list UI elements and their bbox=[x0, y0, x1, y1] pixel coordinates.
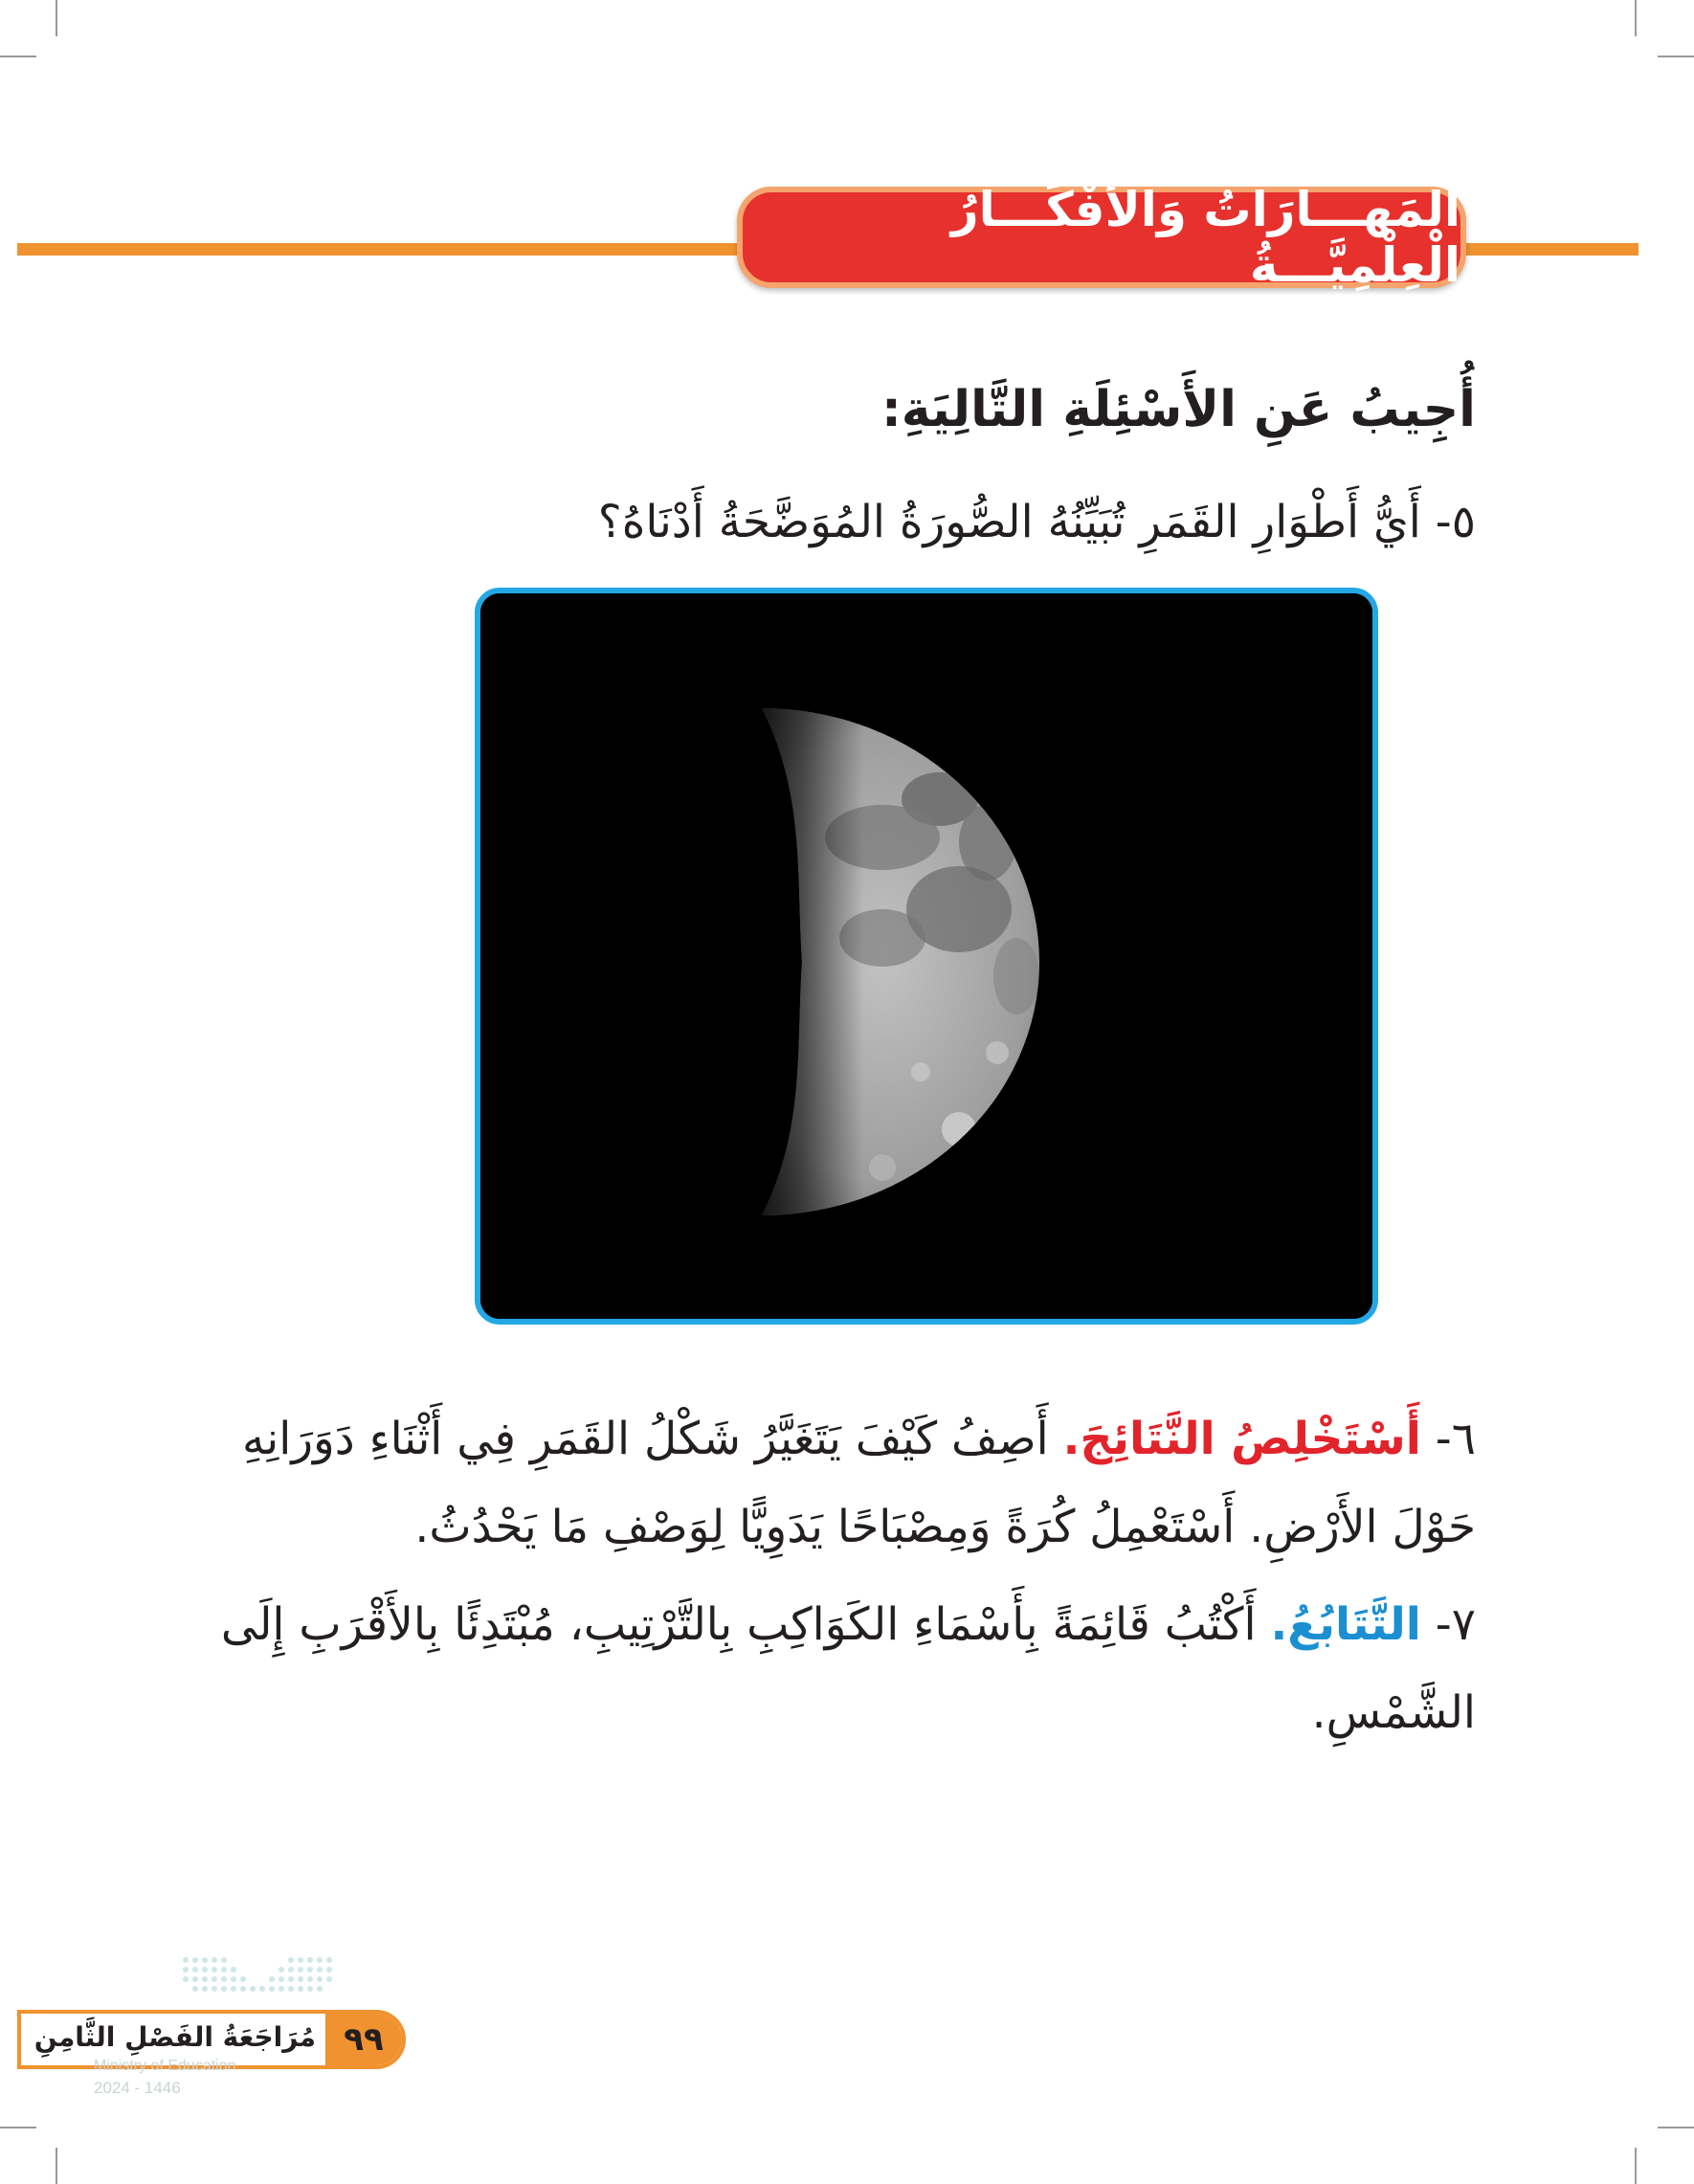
crop-mark bbox=[1658, 56, 1694, 57]
crop-mark bbox=[0, 2127, 36, 2128]
moon-first-quarter-photo bbox=[480, 593, 1372, 1319]
ministry-of-education-logo bbox=[180, 1952, 343, 2002]
crop-mark bbox=[1635, 2148, 1637, 2184]
edition-year: 2024 - 1446 bbox=[94, 2079, 181, 2097]
question-6-skill: أَسْتَخْلِصُ النَّتَائِجَ. bbox=[1062, 1413, 1421, 1465]
crop-mark bbox=[0, 56, 36, 57]
crop-mark bbox=[1635, 0, 1637, 36]
question-6 bbox=[203, 1395, 1476, 1571]
question-7-skill: التَّتَابُعُ. bbox=[1270, 1598, 1421, 1651]
question-7 bbox=[203, 1581, 1476, 1757]
section-title: الْمَهـــارَاتُ وَالأَفْكَـــارُ الْعِلْمِيَّـــةُ bbox=[950, 182, 1460, 293]
instruction-heading: أُجِيبُ عَنِ الأَسْئِلَةِ التَّالِيَةِ: bbox=[880, 381, 1476, 438]
crop-mark bbox=[1658, 2127, 1694, 2128]
question-6-number: ٦- bbox=[1420, 1413, 1476, 1465]
crop-mark bbox=[56, 0, 57, 36]
moon-photo-frame bbox=[475, 588, 1378, 1325]
question-7-text: أَكْتُبُ قَائِمَةً بِأَسْمَاءِ الكَوَاكِبِ بِالتَّرْتِيبِ، مُبْتَدِئًا بِالأَقْرَبِ إِلَى الشَّمْسِ. bbox=[220, 1598, 1476, 1739]
ministry-text: Ministry of Education bbox=[94, 2058, 236, 2074]
question-5: ٥- أَيُّ أَطْوَارِ القَمَرِ تُبَيِّنُهُ الصُّورَةُ المُوَضَّحَةُ أَدْنَاهُ؟ bbox=[597, 496, 1476, 548]
crop-mark bbox=[56, 2148, 57, 2184]
section-banner bbox=[737, 182, 1466, 293]
question-7-number: ٧- bbox=[1420, 1598, 1476, 1651]
chapter-review-title: مُرَاجَعَةُ الفَصْلِ الثَّامِنِ bbox=[33, 2021, 316, 2053]
page-number: ٩٩ bbox=[325, 2014, 402, 2065]
question-6-text: أَصِفُ كَيْفَ يَتَغَيَّرُ شَكْلُ القَمَرِ فِي أَثْنَاءِ دَوَرَانِهِ حَوْلَ الأَرْضِ. أَسْتَعْمِلُ كُرَةً وَمِصْبَاحًا يَدَوِيًّا لِوَصْفِ مَا يَحْدُثُ. bbox=[241, 1413, 1476, 1553]
